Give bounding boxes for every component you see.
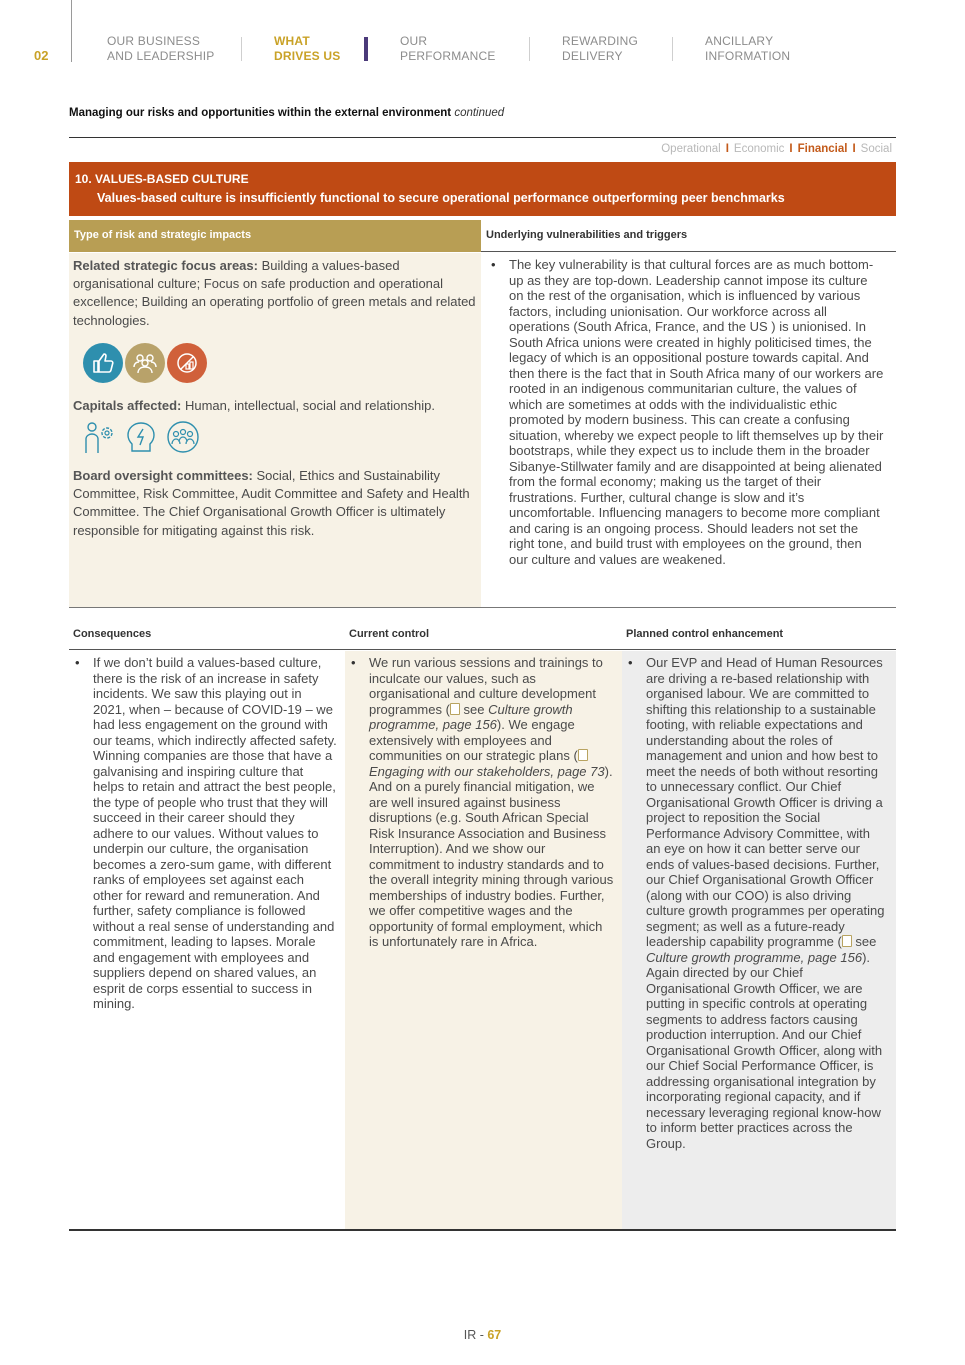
nav-item-our-business[interactable]: OUR BUSINESS AND LEADERSHIP [107,34,215,63]
vulnerabilities-panel [481,253,896,607]
category-social: Social [860,143,892,155]
thumbs-up-icon [83,343,123,383]
nav-separator [672,37,673,61]
header-vulnerabilities: Underlying vulnerabilities and triggers [481,220,896,252]
page-footer: IR - 67 [463,1328,502,1342]
section-title: Managing our risks and opportunities within the external environment continued [69,107,505,119]
current-control-column [345,651,622,1229]
category-economic: Economic [733,143,785,155]
planned-enhancement-item: • Our EVP and Head of Human Resources are driving a re-based relationship with organised labour. We are committed to shifting this relationship to a sustainable footing, with reliable expectations and understanding about the roles of management and union and how best to meet the needs of both without resorting to unnecessary conflict. Our Chief Organisational Growth Officer is driving a project to reposition the Social Performance Advisory Committee, with an eye on how it can better serve our ends of values-based decisions. Further, our Chief Organisational Growth Officer (along with our COO) is also driving culture growth programmes per operating segment; as well as a future-ready leadership capability programme ( see Culture growth programme, page 156). Again directed by our Chief Organisational Growth Officer, we are putting in specific controls at operating segments to address factors causing production interruption. And our Chief Organisational Growth Officer, along with our Chief Social Performance Officer, is addressing organisational integration by incorporating regional capacity, and if necessary leveraging regional know-how to inform better practices across the Group. [626,655,888,1151]
capital-icons [79,419,477,455]
nav-item-what-drives-us[interactable]: WHAT DRIVES US [274,34,341,63]
vulnerability-item: • The key vulnerability is that cultural forces are as much bottom-up as they are top-down. Leadership cannot impose its culture on the rest of the organisation, which is influenced by various factors, including unionisation. Our workforce across all operations (South Africa, France, and the US ) is unionised. In South Africa unions were created in highly politicised times, the legacy of which is an oppositional posture towards capital. And then there is the fact that in South Africa many of our workers are rooted in an indigenous communitarian culture, the values of which are sometimes at odds with the individualistic ethic promoted by modern business. This can create a confusing situation, whereby we expect people to lift themselves up by their bootstraps, while they expect us to include them in the broader Sibanye-Stillwater family and are disappointed at being alienated from the formal economy; making us the target of their frustrations. Further, cultural change is slow and it’s uncomfortable. Influencing managers to become more compliant and caring is an ongoing process. Should leaders not set the right tone, and build trust with employees on the ground, then our culture and values are weakened. [489,257,884,567]
nav-item-rewarding-delivery[interactable]: REWARDING DELIVERY [562,34,639,63]
document-icon [842,935,852,947]
header-divider [71,0,72,62]
header-type-of-risk: Type of risk and strategic impacts [69,220,481,252]
board-oversight-text: Board oversight committees: Social, Ethics and Sustainability Committee, Risk Committee, Audit Committee and Safety and Health Committee. The Chief Organisational Growth Officer is ultimately responsible for mitigating against this risk. [73,468,470,538]
bottom-rule [69,1229,896,1231]
human-capital-icon [79,419,119,455]
social-capital-icon [163,419,203,455]
nav-item-ancillary-information[interactable]: ANCILLARY INFORMATION [705,34,791,63]
document-icon [578,749,588,761]
current-control-item: • We run various sessions and trainings to inculcate our values, such as organisational and culture development programmes ( see Culture growth programme, page 156). We engage extensively with employees and communities on our strategic plans ( Engaging with our stakeholders, page 73). And on a purely financial mitigation, we are well insured against business disruptions (e.g. South African Special Risk Insurance Association and Business Interruption). And we show our commitment to industry standards and to the overall integrity mining through various memberships of industry bodies. Further, we offer competitive wages and the opportunity of formal employment, which is unfortunately rare in Africa. [349,655,614,950]
top-rule [69,137,896,138]
risk-impacts-panel [69,253,481,607]
risk-description: Values-based culture is insufficiently functional to secure operational performance outperforming peer benchmarks [97,191,785,205]
intellectual-capital-icon [121,419,161,455]
engaging-stakeholders-link[interactable]: Engaging with our stakeholders, page 73 [369,763,605,779]
nav-item-our-performance[interactable]: OUR PERFORMANCE [400,34,496,63]
people-group-icon [125,343,165,383]
capitals-affected-text: Capitals affected: Human, intellectual, social and relationship. [73,397,436,413]
mid-rule [69,607,896,608]
category-financial: Financial [797,143,848,155]
header-consequences: Consequences [69,620,345,650]
culture-growth-link[interactable]: Culture growth programme, page 156 [369,701,573,732]
focus-areas-text: Related strategic focus areas: Building a values-based organisational culture; Focus on safe production and operational excellence; Building an operating portfolio of green metals and related technologies. [73,258,476,328]
risk-title: 10. VALUES-BASED CULTURE [75,172,249,186]
nav-active-indicator [364,37,368,61]
culture-growth-link[interactable]: Culture growth programme [646,949,801,965]
focus-area-icons [83,343,477,383]
nav-separator [241,37,242,61]
green-metals-icon [167,343,207,383]
category-operational: Operational [661,143,721,155]
header-planned-enhancement: Planned control enhancement [622,620,896,650]
nav-separator [529,37,530,61]
consequence-item: • If we don’t build a values-based culture, there is the risk of an increase in safety incidents. We saw this playing out in 2021, when – because of COVID-19 – we had less engagement on the ground with our teams, which indirectly affected safety. Winning companies are those that have a galvanising and inspiring culture that helps to retain and attract the best people, the type of people who trust that they will succeed in their career should they adhere to our values. Without values to underpin our culture, the organisation becomes a zero-sum game, with different ranks of employees set against each other for reward and remuneration. And further, safety compliance is followed without a real sense of understanding and commitment, leading to lapses. Morale and engagement with employees and suppliers depend on shared values, an esprit de corps essential to success in mining. [73,655,337,1012]
risk-categories: Operational I Economic I Financial I Social [661,143,892,155]
page-number: 67 [487,1328,502,1342]
consequences-column [69,651,345,1229]
risk-banner [69,162,896,216]
document-icon [450,703,460,715]
continued-label: continued [454,107,505,119]
header-current-control: Current control [345,620,622,650]
section-number: 02 [34,48,49,63]
top-navigation [0,0,965,80]
planned-enhancement-column [622,651,896,1229]
